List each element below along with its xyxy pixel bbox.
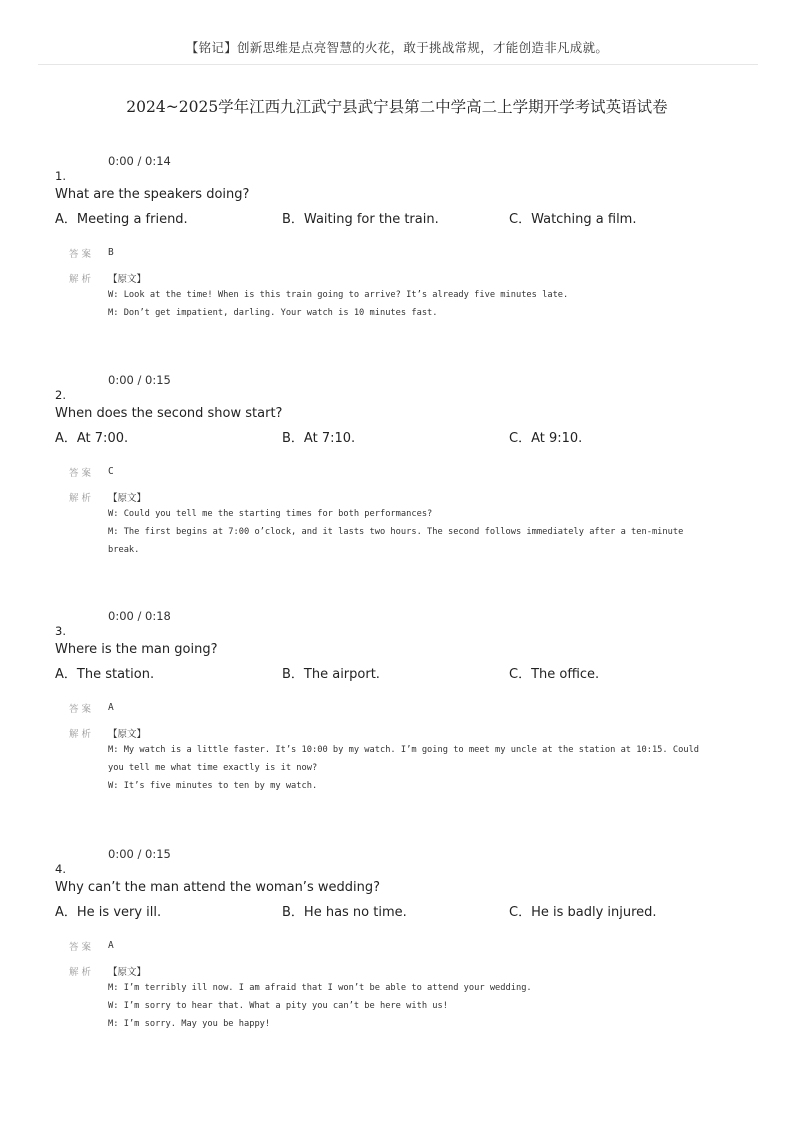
answer-value: B (108, 247, 114, 258)
question-number: 3. (55, 624, 66, 638)
option-c: C．Watching a film. (509, 212, 637, 227)
answer-label: 答案 (69, 942, 95, 953)
option-a: A．Meeting a friend. (55, 212, 188, 227)
source-heading: 【原文】 (108, 967, 147, 978)
source-heading: 【原文】 (108, 729, 147, 740)
header-divider (38, 64, 758, 65)
answer-label: 答案 (69, 249, 95, 260)
option-a: A．At 7:00. (55, 431, 129, 446)
transcript-line: M: I’m terribly ill now. I am afraid that I won’t be able to attend your wedding. (108, 983, 532, 993)
option-b: B．At 7:10. (282, 431, 356, 446)
option-c: C．The office. (509, 667, 600, 682)
transcript-line: you tell me what time exactly is it now? (108, 763, 318, 773)
analysis-label: 解析 (69, 729, 95, 740)
answer-value: A (108, 940, 114, 951)
transcript-line: M: My watch is a little faster. It’s 10:00 by my watch. I’m going to meet my uncle at the station at 10:15. Could (108, 745, 700, 755)
page-title: 2024~2025学年江西九江武宁县武宁县第二中学高二上学期开学考试英语试卷 (126, 98, 668, 116)
transcript-line: break. (108, 545, 140, 555)
question-block (0, 154, 794, 384)
question-stem: Why can’t the man attend the woman’s wedding? (55, 880, 380, 895)
transcript-line: W: Look at the time! When is this train going to arrive? It’s already five minutes late. (108, 290, 569, 300)
question-stem: When does the second show start? (55, 406, 283, 421)
option-b: B．Waiting for the train. (282, 212, 439, 227)
transcript-line: W: I’m sorry to hear that. What a pity you can’t be here with us! (108, 1001, 448, 1011)
analysis-label: 解析 (69, 493, 95, 504)
question-stem: What are the speakers doing? (55, 187, 250, 202)
transcript-line: M: Don’t get impatient, darling. Your watch is 10 minutes fast. (108, 308, 438, 318)
question-block (0, 373, 794, 603)
question-number: 1. (55, 169, 66, 183)
audio-timestamp[interactable]: 0:00 / 0:15 (108, 847, 171, 861)
option-c: C．He is badly injured. (509, 905, 657, 920)
question-block (0, 847, 794, 1077)
audio-timestamp[interactable]: 0:00 / 0:18 (108, 609, 171, 623)
audio-timestamp[interactable]: 0:00 / 0:15 (108, 373, 171, 387)
transcript-line: M: I’m sorry. May you be happy! (108, 1019, 271, 1029)
option-a: A．The station. (55, 667, 155, 682)
header-motto: 【铭记】创新思维是点亮智慧的火花，敢于挑战常规，才能创造非凡成就。 (185, 40, 609, 55)
answer-label: 答案 (69, 468, 95, 479)
question-stem: Where is the man going? (55, 642, 218, 657)
source-heading: 【原文】 (108, 493, 147, 504)
transcript-line: W: It’s five minutes to ten by my watch. (108, 781, 318, 791)
answer-label: 答案 (69, 704, 95, 715)
audio-timestamp[interactable]: 0:00 / 0:14 (108, 154, 171, 168)
transcript-line: M: The first begins at 7:00 o’clock, and it lasts two hours. The second follows immediately after a ten-minute (108, 527, 684, 537)
analysis-label: 解析 (69, 967, 95, 978)
source-heading: 【原文】 (108, 274, 147, 285)
transcript-line: W: Could you tell me the starting times for both performances? (108, 509, 433, 519)
question-number: 4. (55, 862, 66, 876)
analysis-label: 解析 (69, 274, 95, 285)
option-c: C．At 9:10. (509, 431, 583, 446)
answer-value: C (108, 466, 114, 477)
option-a: A．He is very ill. (55, 905, 162, 920)
question-number: 2. (55, 388, 66, 402)
option-b: B．The airport. (282, 667, 380, 682)
option-b: B．He has no time. (282, 905, 407, 920)
question-block (0, 609, 794, 839)
answer-value: A (108, 702, 114, 713)
